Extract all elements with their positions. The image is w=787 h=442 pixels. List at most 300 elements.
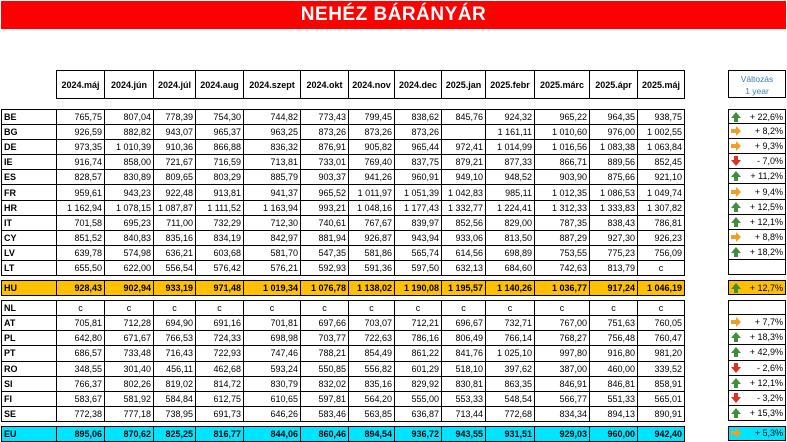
price-cell: 813,79 — [590, 260, 638, 275]
price-cell: 845,76 — [442, 110, 486, 125]
country-code: IE — [2, 155, 57, 170]
country-code: FI — [2, 391, 57, 406]
price-cell: c — [590, 301, 638, 316]
price-cell: c — [301, 301, 349, 316]
price-cell: 636,21 — [154, 245, 196, 260]
price-cell: 766,14 — [486, 331, 535, 346]
price-cell: 1 016,56 — [535, 140, 590, 155]
price-cell: 767,67 — [349, 215, 395, 230]
change-spacer — [728, 98, 786, 109]
price-cell: 924,32 — [486, 110, 535, 125]
change-row-de — [728, 139, 786, 154]
price-cell: 768,27 — [535, 331, 590, 346]
price-cell: 941,26 — [349, 170, 395, 185]
price-cell: 756,48 — [590, 331, 638, 346]
header-row — [2, 71, 685, 99]
arrow-up-icon — [731, 347, 741, 357]
price-cell: 348,55 — [57, 361, 105, 376]
price-cell: 547,35 — [301, 245, 349, 260]
price-cell: 1 063,84 — [638, 140, 685, 155]
table-row-nl — [2, 301, 685, 316]
price-cell: 976,00 — [590, 125, 638, 140]
price-cell: 916,80 — [590, 346, 638, 361]
price-cell: 773,43 — [301, 110, 349, 125]
price-cell: 756,09 — [638, 245, 685, 260]
price-cell: 1 002,55 — [638, 125, 685, 140]
price-cell: 339,52 — [638, 361, 685, 376]
price-cell: 832,02 — [301, 376, 349, 391]
month-header: 2024.dec — [395, 71, 442, 99]
price-cell: 943,23 — [105, 185, 154, 200]
price-cell: 581,86 — [349, 245, 395, 260]
price-cell: 836,32 — [244, 140, 301, 155]
price-cell: 712,30 — [244, 215, 301, 230]
price-cell: 1 019,34 — [244, 281, 301, 296]
price-cell: 948,52 — [486, 170, 535, 185]
month-header: 2024.jún — [105, 71, 154, 99]
change-value: + 12,5% — [749, 201, 783, 212]
price-cell: 751,63 — [590, 316, 638, 331]
price-cell: 760,05 — [638, 316, 685, 331]
arrow-up-icon — [731, 378, 741, 388]
price-cell: 971,48 — [196, 281, 244, 296]
price-cell: 460,00 — [590, 361, 638, 376]
price-cell: 926,87 — [349, 230, 395, 245]
arrow-right-icon — [731, 126, 741, 136]
price-cell: 882,82 — [105, 125, 154, 140]
price-cell: 636,87 — [395, 406, 442, 421]
price-cell: c — [196, 301, 244, 316]
change-row-nl — [728, 300, 786, 315]
price-cell: 786,16 — [395, 331, 442, 346]
price-cell: 701,81 — [244, 316, 301, 331]
price-cell: 803,29 — [196, 170, 244, 185]
price-cell: 997,80 — [535, 346, 590, 361]
price-cell: 1 086,53 — [590, 185, 638, 200]
price-cell: 703,77 — [301, 331, 349, 346]
price-cell: 921,10 — [638, 170, 685, 185]
change-row-hu — [728, 280, 786, 295]
price-cell: 1 111,52 — [196, 200, 244, 215]
price-cell: 861,22 — [395, 346, 442, 361]
price-cell: 581,92 — [105, 391, 154, 406]
price-cell: 903,37 — [301, 170, 349, 185]
country-code: SI — [2, 376, 57, 391]
table-row-fi — [2, 391, 685, 406]
price-cell: 943,94 — [395, 230, 442, 245]
price-cell: 1 333,83 — [590, 200, 638, 215]
country-code: EU — [2, 426, 57, 441]
country-code: PL — [2, 331, 57, 346]
price-cell: c — [105, 301, 154, 316]
price-cell: 639,78 — [57, 245, 105, 260]
price-cell: 622,00 — [105, 260, 154, 275]
price-cell: 965,37 — [196, 125, 244, 140]
price-cell: 584,84 — [154, 391, 196, 406]
table-row-pl — [2, 331, 685, 346]
price-cell: 1 140,26 — [486, 281, 535, 296]
price-cell: c — [638, 301, 685, 316]
price-cell: 819,02 — [154, 376, 196, 391]
price-cell: 696,67 — [442, 316, 486, 331]
price-cell: 905,82 — [349, 140, 395, 155]
change-row-bg — [728, 124, 786, 139]
change-value: + 12,1% — [749, 377, 783, 388]
price-cell: 583,46 — [301, 406, 349, 421]
price-cell: 829,00 — [486, 215, 535, 230]
month-header: 2025.febr — [486, 71, 535, 99]
country-code: LT — [2, 260, 57, 275]
table-row-se — [2, 406, 685, 421]
price-cell: 1 011,97 — [349, 185, 395, 200]
price-cell — [442, 125, 486, 140]
price-cell: 301,40 — [105, 361, 154, 376]
price-cell: 1 087,87 — [154, 200, 196, 215]
table-row-de — [2, 140, 685, 155]
price-cell: 816,77 — [196, 426, 244, 441]
table-row-fr — [2, 185, 685, 200]
arrow-up-icon — [731, 408, 741, 418]
price-cell: 684,60 — [486, 260, 535, 275]
price-cell: 1 138,02 — [349, 281, 395, 296]
price-cell: 1 012,35 — [535, 185, 590, 200]
price-cell: 943,07 — [154, 125, 196, 140]
price-cell: 875,66 — [590, 170, 638, 185]
arrow-right-icon — [731, 141, 741, 151]
price-cell: 610,65 — [244, 391, 301, 406]
price-cell: 926,23 — [638, 230, 685, 245]
change-row-at — [728, 315, 786, 330]
price-cell: 655,50 — [57, 260, 105, 275]
change-row-se — [728, 406, 786, 421]
price-cell: 722,93 — [196, 346, 244, 361]
price-cell: 724,33 — [196, 331, 244, 346]
price-cell: 721,67 — [154, 155, 196, 170]
country-code: NL — [2, 301, 57, 316]
month-header: 2024.júl — [154, 71, 196, 99]
price-cell: 993,21 — [301, 200, 349, 215]
price-cell: 1 195,57 — [442, 281, 486, 296]
price-cell: 732,71 — [486, 316, 535, 331]
change-row-lv — [728, 245, 786, 260]
price-cell: 916,74 — [57, 155, 105, 170]
month-header: 2024.okt — [301, 71, 349, 99]
price-cell: 813,50 — [486, 230, 535, 245]
table-row-eu — [2, 426, 685, 441]
price-cell: 879,21 — [442, 155, 486, 170]
price-cell: 760,47 — [638, 331, 685, 346]
price-cell: 686,57 — [57, 346, 105, 361]
arrow-up-icon — [731, 247, 741, 257]
arrow-up-icon — [731, 332, 741, 342]
country-code: CY — [2, 230, 57, 245]
change-column — [728, 70, 786, 441]
table-row-be — [2, 110, 685, 125]
price-cell: 917,24 — [590, 281, 638, 296]
change-value: + 5,3% — [754, 428, 783, 439]
arrow-right-icon — [731, 317, 741, 327]
change-value: + 15,3% — [749, 407, 783, 418]
price-cell: 548,54 — [486, 391, 535, 406]
price-cell: 973,35 — [57, 140, 105, 155]
price-cell: 807,04 — [105, 110, 154, 125]
price-cell: 601,29 — [395, 361, 442, 376]
price-cell: c — [57, 301, 105, 316]
price-cell: c — [535, 301, 590, 316]
price-cell: 1 177,43 — [395, 200, 442, 215]
price-cell: 646,26 — [244, 406, 301, 421]
price-cell: c — [349, 301, 395, 316]
arrow-down-icon — [731, 363, 741, 373]
price-cell: 913,81 — [196, 185, 244, 200]
price-cell: 786,81 — [638, 215, 685, 230]
price-cell: 981,20 — [638, 346, 685, 361]
change-row-ro — [728, 361, 786, 376]
change-header — [728, 70, 786, 98]
price-cell: 518,10 — [442, 361, 486, 376]
price-cell: 593,24 — [244, 361, 301, 376]
price-cell: 830,89 — [105, 170, 154, 185]
table-row-si — [2, 376, 685, 391]
price-cell: 860,46 — [301, 426, 349, 441]
price-cell: 876,91 — [301, 140, 349, 155]
country-code: HR — [2, 200, 57, 215]
price-cell: 697,66 — [301, 316, 349, 331]
change-row-eu — [728, 426, 786, 441]
price-cell: 1 048,16 — [349, 200, 395, 215]
price-cell: 563,85 — [349, 406, 395, 421]
change-row-be — [728, 109, 786, 124]
price-cell: 963,25 — [244, 125, 301, 140]
price-cell: 985,11 — [486, 185, 535, 200]
price-cell: 929,03 — [535, 426, 590, 441]
price-cell: 705,81 — [57, 316, 105, 331]
price-cell: 965,22 — [535, 110, 590, 125]
price-cell: 778,39 — [154, 110, 196, 125]
row-code-header — [2, 71, 57, 99]
price-cell: 712,21 — [395, 316, 442, 331]
price-cell: 846,91 — [535, 376, 590, 391]
country-code: RO — [2, 361, 57, 376]
change-value: + 18,2% — [749, 246, 783, 257]
change-value: + 8,8% — [754, 231, 783, 242]
month-header: 2025.márc — [535, 71, 590, 99]
change-row-fr — [728, 184, 786, 199]
table-row-it — [2, 215, 685, 230]
country-code: PT — [2, 346, 57, 361]
price-cell: 1 042,83 — [442, 185, 486, 200]
country-code: FR — [2, 185, 57, 200]
price-cell: 829,92 — [395, 376, 442, 391]
price-cell: 903,90 — [535, 170, 590, 185]
price-cell: 1 076,78 — [301, 281, 349, 296]
price-cell: 583,67 — [57, 391, 105, 406]
change-row-cy — [728, 230, 786, 245]
price-cell: 941,37 — [244, 185, 301, 200]
change-value: + 18,3% — [749, 332, 783, 343]
price-cell: 566,77 — [535, 391, 590, 406]
price-cell: 703,07 — [349, 316, 395, 331]
month-header: 2024.nov — [349, 71, 395, 99]
price-cell: 1 161,11 — [486, 125, 535, 140]
change-value: + 12,1% — [749, 216, 783, 227]
country-code: AT — [2, 316, 57, 331]
price-cell: 835,16 — [349, 376, 395, 391]
table-row-hr — [2, 200, 685, 215]
arrow-up-icon — [731, 112, 741, 122]
price-cell: 642,80 — [57, 331, 105, 346]
price-cell: 576,42 — [196, 260, 244, 275]
price-cell: 890,91 — [638, 406, 685, 421]
price-cell: 806,49 — [442, 331, 486, 346]
price-cell: 842,97 — [244, 230, 301, 245]
price-cell: 852,56 — [442, 215, 486, 230]
price-cell: 732,29 — [196, 215, 244, 230]
price-cell: 713,44 — [442, 406, 486, 421]
price-cell: 965,52 — [301, 185, 349, 200]
arrow-down-icon — [731, 156, 741, 166]
change-value: + 9,3% — [754, 141, 783, 152]
price-cell: c — [395, 301, 442, 316]
change-row-pt — [728, 345, 786, 360]
price-cell: 1 162,94 — [57, 200, 105, 215]
price-cell: 597,50 — [395, 260, 442, 275]
price-cell: 772,68 — [486, 406, 535, 421]
arrow-right-icon — [731, 232, 741, 242]
price-cell: 788,21 — [301, 346, 349, 361]
price-cell: 835,16 — [154, 230, 196, 245]
month-header: 2025.máj — [638, 71, 685, 99]
change-value: + 22,6% — [749, 111, 783, 122]
month-header: 2025.jan — [442, 71, 486, 99]
price-cell: 555,00 — [395, 391, 442, 406]
price-cell: 694,90 — [154, 316, 196, 331]
price-cell: 1 010,60 — [535, 125, 590, 140]
price-cell: 838,43 — [590, 215, 638, 230]
price-cell: 564,20 — [349, 391, 395, 406]
table-row-pt — [2, 346, 685, 361]
price-cell: 943,55 — [442, 426, 486, 441]
price-cell: 556,54 — [154, 260, 196, 275]
change-value: + 9,4% — [754, 186, 783, 197]
price-cell: 695,23 — [105, 215, 154, 230]
price-cell: 711,00 — [154, 215, 196, 230]
table-row-es — [2, 170, 685, 185]
change-value: + 12,7% — [749, 282, 783, 293]
price-cell: 887,29 — [535, 230, 590, 245]
price-cell: 889,56 — [590, 155, 638, 170]
price-cell: 834,19 — [196, 230, 244, 245]
price-cell: 894,13 — [590, 406, 638, 421]
price-cell: 775,23 — [590, 245, 638, 260]
price-cell: 565,74 — [395, 245, 442, 260]
month-header: 2025.ápr — [590, 71, 638, 99]
price-cell: 551,33 — [590, 391, 638, 406]
price-cell: 840,83 — [105, 230, 154, 245]
price-cell: c — [638, 260, 685, 275]
price-cell: 712,28 — [105, 316, 154, 331]
price-cell: 870,62 — [105, 426, 154, 441]
price-cell: 942,40 — [638, 426, 685, 441]
price-cell: 910,36 — [154, 140, 196, 155]
price-cell: 814,72 — [196, 376, 244, 391]
price-cell: 828,57 — [57, 170, 105, 185]
change-row-si — [728, 376, 786, 391]
price-cell: 1 025,10 — [486, 346, 535, 361]
change-row-fi — [728, 391, 786, 406]
price-cell: 553,33 — [442, 391, 486, 406]
price-table — [1, 70, 685, 442]
price-cell: 556,82 — [349, 361, 395, 376]
table-row-ie — [2, 155, 685, 170]
price-cell: 799,45 — [349, 110, 395, 125]
country-code: SE — [2, 406, 57, 421]
price-cell: 766,37 — [57, 376, 105, 391]
price-cell: 1 036,77 — [535, 281, 590, 296]
price-cell: 733,48 — [105, 346, 154, 361]
price-cell: 765,75 — [57, 110, 105, 125]
price-cell: 1 163,94 — [244, 200, 301, 215]
price-cell: 766,53 — [154, 331, 196, 346]
price-cell: 744,82 — [244, 110, 301, 125]
price-cell: 885,79 — [244, 170, 301, 185]
price-cell: 965,44 — [395, 140, 442, 155]
price-cell: 852,45 — [638, 155, 685, 170]
price-cell: 550,85 — [301, 361, 349, 376]
price-cell: 902,94 — [105, 281, 154, 296]
price-cell: 863,35 — [486, 376, 535, 391]
country-code: IT — [2, 215, 57, 230]
price-cell: 933,19 — [154, 281, 196, 296]
price-cell: 837,75 — [395, 155, 442, 170]
price-cell: 456,11 — [154, 361, 196, 376]
price-cell: 839,97 — [395, 215, 442, 230]
price-cell: 1 014,99 — [486, 140, 535, 155]
price-cell: 1 332,77 — [442, 200, 486, 215]
price-cell: 591,36 — [349, 260, 395, 275]
price-cell: 747,46 — [244, 346, 301, 361]
price-cell: 854,49 — [349, 346, 395, 361]
arrow-up-icon — [731, 202, 741, 212]
price-cell: 787,35 — [535, 215, 590, 230]
change-value: - 3,2% — [756, 392, 783, 403]
price-cell: 691,73 — [196, 406, 244, 421]
change-value: - 7,0% — [756, 156, 783, 167]
table-row-cy — [2, 230, 685, 245]
arrow-right-icon — [731, 187, 741, 197]
price-cell: 777,18 — [105, 406, 154, 421]
country-code: ES — [2, 170, 57, 185]
price-cell: 802,26 — [105, 376, 154, 391]
price-cell: 581,70 — [244, 245, 301, 260]
price-cell: 834,34 — [535, 406, 590, 421]
price-cell: 753,55 — [535, 245, 590, 260]
price-cell: 742,63 — [535, 260, 590, 275]
price-cell: 809,65 — [154, 170, 196, 185]
price-cell: 964,35 — [590, 110, 638, 125]
price-cell: 738,95 — [154, 406, 196, 421]
change-value: - 2,6% — [756, 362, 783, 373]
price-cell: 632,13 — [442, 260, 486, 275]
price-cell: 716,43 — [154, 346, 196, 361]
price-cell: 603,68 — [196, 245, 244, 260]
price-cell: 881,94 — [301, 230, 349, 245]
price-cell: 858,00 — [105, 155, 154, 170]
price-cell: 1 051,39 — [395, 185, 442, 200]
change-value: + 11,2% — [750, 171, 783, 182]
price-cell: 612,75 — [196, 391, 244, 406]
price-cell: c — [244, 301, 301, 316]
